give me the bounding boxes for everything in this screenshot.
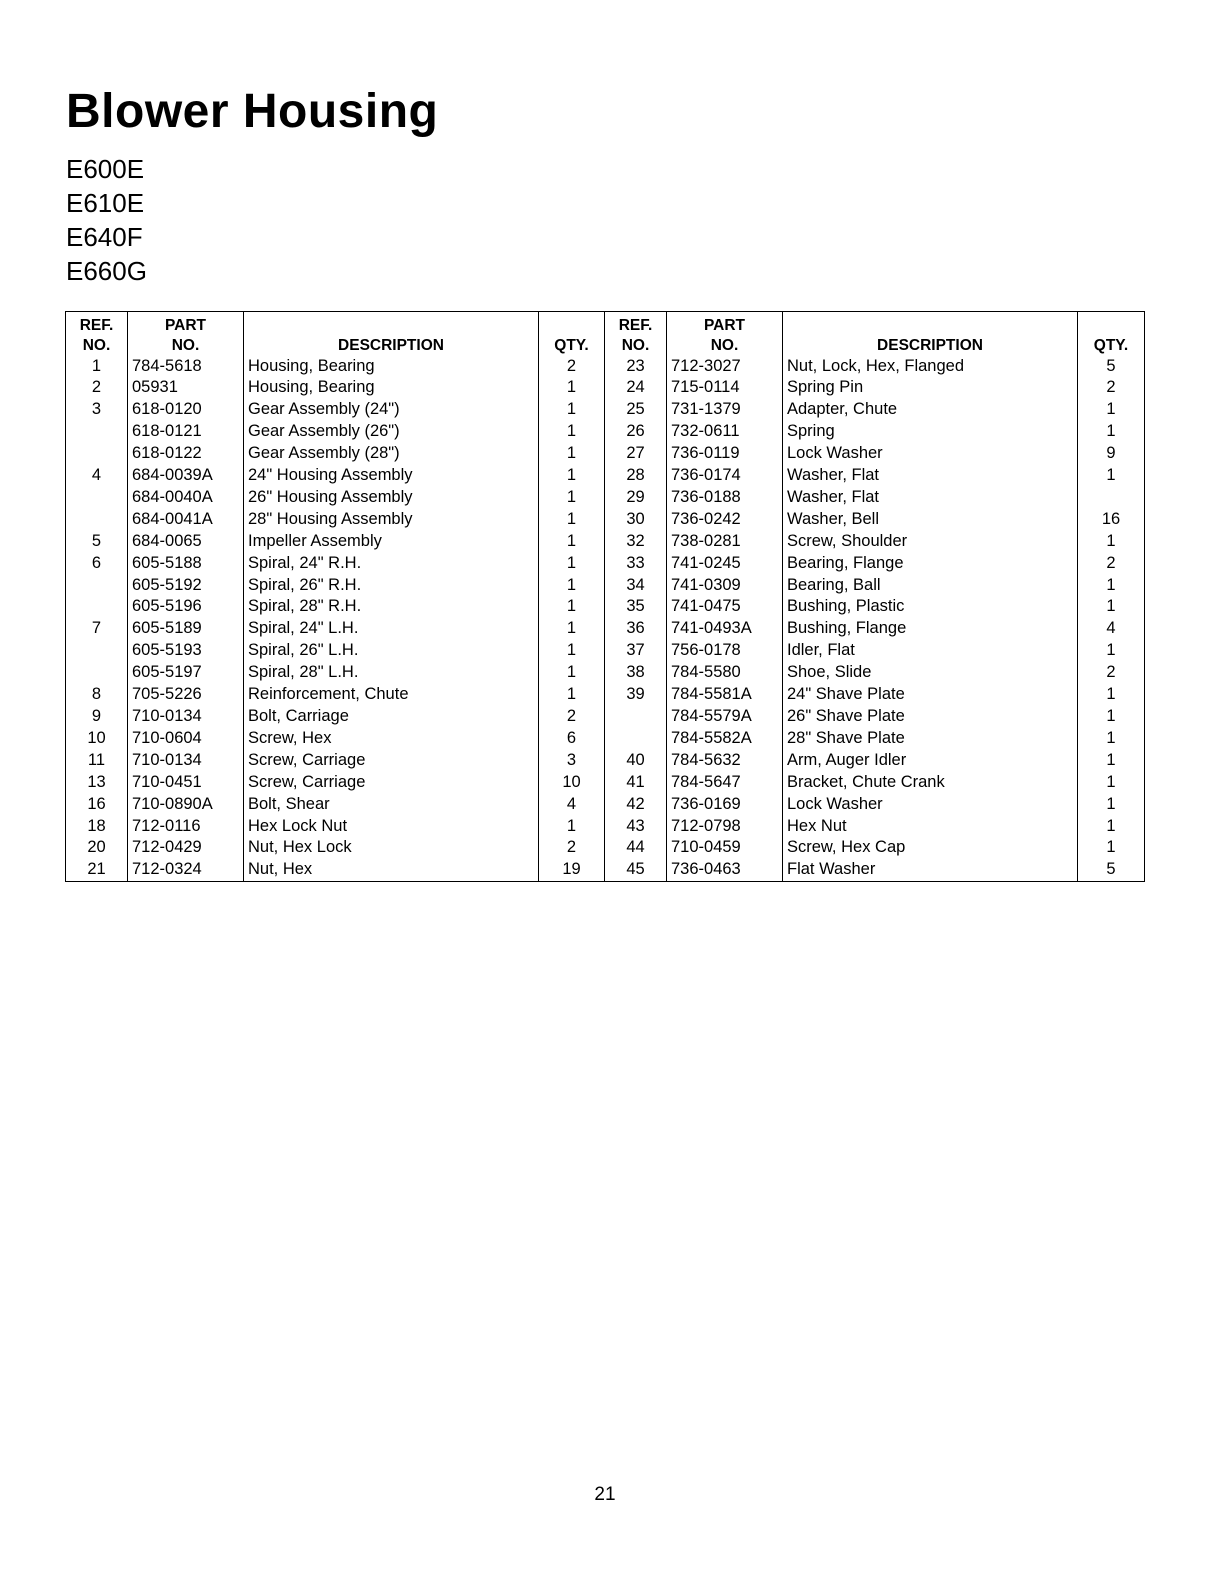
- description-cell: Washer, Flat: [783, 487, 1078, 509]
- qty-cell: 19: [539, 859, 605, 881]
- part-no-cell: 756-0178: [667, 640, 783, 662]
- ref-no-cell: 18: [87, 816, 106, 835]
- qty-cell: 1: [539, 553, 605, 575]
- qty-cell: 1: [539, 618, 605, 640]
- part-no-cell: 784-5647: [667, 772, 783, 794]
- qty-cell: 1: [1078, 465, 1145, 487]
- header-part-no: PART NO.: [667, 312, 783, 356]
- part-no-cell: 605-5196: [128, 596, 244, 618]
- qty-cell: 1: [1078, 399, 1145, 421]
- part-no-cell: 710-0459: [667, 837, 783, 859]
- qty-cell: 1: [1078, 531, 1145, 553]
- table-row: [66, 596, 1145, 618]
- ref-no-cell: [66, 640, 128, 662]
- description-cell: Washer, Flat: [783, 465, 1078, 487]
- ref-no-cell: 28: [605, 465, 667, 487]
- part-no-cell: 710-0134: [128, 750, 244, 772]
- ref-no-cell: 33: [605, 553, 667, 575]
- ref-no-cell: 5: [91, 531, 102, 550]
- model-number: E610E: [66, 188, 145, 218]
- part-no-cell: 712-0798: [667, 816, 783, 838]
- table-row: [66, 728, 1145, 750]
- qty-cell: 1: [1078, 596, 1145, 618]
- ref-no-cell: 32: [605, 531, 667, 553]
- part-no-cell: 741-0245: [667, 553, 783, 575]
- description-cell: Gear Assembly (28"): [244, 443, 539, 465]
- part-no-cell: 784-5632: [667, 750, 783, 772]
- ref-no-cell: [66, 509, 128, 531]
- table-row: [66, 684, 1145, 706]
- part-no-cell: 738-0281: [667, 531, 783, 553]
- table-row: [66, 640, 1145, 662]
- table-row: [66, 531, 1145, 553]
- ref-no-cell: 36: [605, 618, 667, 640]
- ref-no-cell: 25: [605, 399, 667, 421]
- description-cell: Shoe, Slide: [783, 662, 1078, 684]
- header-ref-no: REF. NO.: [79, 316, 114, 354]
- qty-cell: [1078, 487, 1145, 509]
- ref-no-cell: [66, 443, 128, 465]
- qty-cell: 1: [539, 575, 605, 597]
- qty-cell: 1: [539, 596, 605, 618]
- table-row: [66, 465, 1145, 487]
- ref-no-cell: 43: [605, 816, 667, 838]
- description-cell: Impeller Assembly: [244, 531, 539, 553]
- part-no-cell: 618-0121: [128, 421, 244, 443]
- part-no-cell: 784-5579A: [667, 706, 783, 728]
- table-row: [66, 509, 1145, 531]
- qty-cell: 4: [539, 794, 605, 816]
- qty-cell: 2: [539, 706, 605, 728]
- description-cell: Screw, Carriage: [244, 772, 539, 794]
- qty-cell: 1: [539, 640, 605, 662]
- header-qty: QTY.: [539, 312, 605, 356]
- qty-cell: 5: [1078, 356, 1145, 378]
- part-no-cell: 710-0451: [128, 772, 244, 794]
- table-row: [66, 443, 1145, 465]
- description-cell: 24" Housing Assembly: [244, 465, 539, 487]
- qty-cell: 1: [1078, 706, 1145, 728]
- model-number: E660G: [66, 256, 147, 286]
- description-cell: Adapter, Chute: [783, 399, 1078, 421]
- qty-cell: 1: [539, 509, 605, 531]
- description-cell: Spiral, 28" R.H.: [244, 596, 539, 618]
- qty-cell: 1: [539, 487, 605, 509]
- qty-cell: 6: [539, 728, 605, 750]
- ref-no-cell: [605, 728, 667, 750]
- part-no-cell: 605-5188: [128, 553, 244, 575]
- qty-cell: 1: [539, 465, 605, 487]
- table-row: [66, 816, 1145, 838]
- ref-no-cell: 7: [91, 619, 102, 638]
- part-no-cell: 741-0493A: [667, 618, 783, 640]
- description-cell: Screw, Hex: [244, 728, 539, 750]
- ref-no-cell: 41: [605, 772, 667, 794]
- ref-no-cell: 45: [605, 859, 667, 881]
- qty-cell: 16: [1078, 509, 1145, 531]
- qty-cell: 2: [539, 356, 605, 378]
- qty-cell: 1: [1078, 684, 1145, 706]
- description-cell: Spring Pin: [783, 377, 1078, 399]
- description-cell: Housing, Bearing: [244, 377, 539, 399]
- description-cell: Spring: [783, 421, 1078, 443]
- qty-cell: 2: [1078, 662, 1145, 684]
- part-no-cell: 784-5618: [128, 356, 244, 378]
- table-row: [66, 356, 1145, 378]
- part-no-cell: 731-1379: [667, 399, 783, 421]
- part-no-cell: 605-5197: [128, 662, 244, 684]
- qty-cell: 1: [1078, 750, 1145, 772]
- part-no-cell: 736-0174: [667, 465, 783, 487]
- description-cell: Reinforcement, Chute: [244, 684, 539, 706]
- ref-no-cell: 21: [87, 860, 106, 879]
- table-row: [66, 750, 1145, 772]
- part-no-cell: 736-0463: [667, 859, 783, 881]
- header-qty: QTY.: [1078, 312, 1145, 356]
- part-no-cell: 712-0324: [128, 859, 244, 881]
- part-no-cell: 736-0242: [667, 509, 783, 531]
- qty-cell: 1: [1078, 816, 1145, 838]
- part-no-cell: 684-0040A: [128, 487, 244, 509]
- description-cell: Housing, Bearing: [244, 356, 539, 378]
- description-cell: 24" Shave Plate: [783, 684, 1078, 706]
- ref-no-cell: 30: [605, 509, 667, 531]
- description-cell: Nut, Hex: [244, 859, 539, 881]
- part-no-cell: 618-0120: [128, 399, 244, 421]
- ref-no-cell: 11: [87, 750, 106, 769]
- description-cell: Bearing, Flange: [783, 553, 1078, 575]
- description-cell: Screw, Shoulder: [783, 531, 1078, 553]
- qty-cell: 2: [539, 837, 605, 859]
- description-cell: Hex Nut: [783, 816, 1078, 838]
- ref-no-cell: 26: [605, 421, 667, 443]
- table-row: [66, 377, 1145, 399]
- part-no-cell: 710-0890A: [128, 794, 244, 816]
- ref-no-cell: 39: [605, 684, 667, 706]
- page-title: Blower Housing: [66, 85, 439, 138]
- ref-no-cell: [66, 596, 128, 618]
- table-row: [66, 794, 1145, 816]
- qty-cell: 1: [1078, 837, 1145, 859]
- description-cell: Bearing, Ball: [783, 575, 1078, 597]
- part-no-cell: 741-0309: [667, 575, 783, 597]
- table-row: [66, 421, 1145, 443]
- qty-cell: 3: [539, 750, 605, 772]
- header-part-no: PART NO.: [128, 312, 244, 356]
- part-no-cell: 05931: [128, 377, 244, 399]
- part-no-cell: 784-5581A: [667, 684, 783, 706]
- ref-no-cell: 37: [605, 640, 667, 662]
- description-cell: Spiral, 24" L.H.: [244, 618, 539, 640]
- qty-cell: 1: [539, 421, 605, 443]
- ref-no-cell: 2: [91, 378, 102, 397]
- model-number: E600E: [66, 154, 145, 184]
- part-no-cell: 715-0114: [667, 377, 783, 399]
- ref-no-cell: 16: [87, 794, 106, 813]
- part-no-cell: 605-5193: [128, 640, 244, 662]
- part-no-cell: 736-0188: [667, 487, 783, 509]
- page-number: 21: [594, 1484, 616, 1505]
- ref-no-cell: 9: [91, 707, 102, 725]
- part-no-cell: 784-5582A: [667, 728, 783, 750]
- description-cell: Hex Lock Nut: [244, 816, 539, 838]
- ref-no-cell: 6: [91, 553, 102, 572]
- description-cell: Bolt, Carriage: [244, 706, 539, 728]
- description-cell: Washer, Bell: [783, 509, 1078, 531]
- qty-cell: 2: [1078, 377, 1145, 399]
- header-description: DESCRIPTION: [783, 312, 1078, 356]
- part-no-cell: 705-5226: [128, 684, 244, 706]
- qty-cell: 5: [1078, 859, 1145, 881]
- part-no-cell: 741-0475: [667, 596, 783, 618]
- table-row: [66, 487, 1145, 509]
- ref-no-cell: 27: [605, 443, 667, 465]
- qty-cell: 1: [539, 662, 605, 684]
- part-no-cell: 684-0041A: [128, 509, 244, 531]
- part-no-cell: 618-0122: [128, 443, 244, 465]
- ref-no-cell: 4: [91, 466, 102, 485]
- table-row: [66, 859, 1145, 881]
- part-no-cell: 712-0429: [128, 837, 244, 859]
- model-list: [66, 152, 147, 288]
- ref-no-cell: 40: [605, 750, 667, 772]
- qty-cell: 9: [1078, 443, 1145, 465]
- qty-cell: 1: [539, 399, 605, 421]
- table-row: [66, 575, 1145, 597]
- table-row: [66, 837, 1145, 859]
- qty-cell: 1: [1078, 728, 1145, 750]
- ref-no-cell: 8: [91, 685, 102, 704]
- table-row: [66, 772, 1145, 794]
- qty-cell: 1: [539, 377, 605, 399]
- qty-cell: 10: [539, 772, 605, 794]
- description-cell: Bushing, Plastic: [783, 596, 1078, 618]
- ref-no-cell: 42: [605, 794, 667, 816]
- ref-no-cell: 13: [87, 772, 106, 791]
- ref-no-cell: 1: [91, 356, 102, 375]
- header-ref-no: REF. NO.: [605, 312, 667, 356]
- ref-no-cell: 20: [87, 838, 106, 857]
- description-cell: Idler, Flat: [783, 640, 1078, 662]
- part-no-cell: 684-0065: [128, 531, 244, 553]
- part-no-cell: 605-5189: [128, 618, 244, 640]
- ref-no-cell: 24: [605, 377, 667, 399]
- part-no-cell: 732-0611: [667, 421, 783, 443]
- part-no-cell: 710-0134: [128, 706, 244, 728]
- description-cell: Screw, Hex Cap: [783, 837, 1078, 859]
- description-cell: Nut, Hex Lock: [244, 837, 539, 859]
- part-no-cell: 736-0169: [667, 794, 783, 816]
- parts-table-header: [66, 312, 1145, 356]
- table-row: [66, 662, 1145, 684]
- ref-no-cell: [66, 421, 128, 443]
- part-no-cell: 712-0116: [128, 816, 244, 838]
- description-cell: Bolt, Shear: [244, 794, 539, 816]
- table-row: [66, 553, 1145, 575]
- description-cell: Flat Washer: [783, 859, 1078, 881]
- qty-cell: 1: [539, 531, 605, 553]
- description-cell: 26" Housing Assembly: [244, 487, 539, 509]
- parts-table-body: [66, 356, 1145, 882]
- description-cell: 26" Shave Plate: [783, 706, 1078, 728]
- description-cell: Spiral, 26" R.H.: [244, 575, 539, 597]
- description-cell: Spiral, 26" L.H.: [244, 640, 539, 662]
- ref-no-cell: 3: [91, 400, 102, 419]
- qty-cell: 4: [1078, 618, 1145, 640]
- qty-cell: 1: [1078, 421, 1145, 443]
- description-cell: Bracket, Chute Crank: [783, 772, 1078, 794]
- ref-no-cell: 34: [605, 575, 667, 597]
- ref-no-cell: 38: [605, 662, 667, 684]
- description-cell: 28" Shave Plate: [783, 728, 1078, 750]
- table-row: [66, 399, 1145, 421]
- qty-cell: 1: [1078, 794, 1145, 816]
- qty-cell: 1: [539, 684, 605, 706]
- table-row: [66, 706, 1145, 728]
- description-cell: Lock Washer: [783, 443, 1078, 465]
- qty-cell: 1: [539, 443, 605, 465]
- description-cell: Gear Assembly (26"): [244, 421, 539, 443]
- qty-cell: 1: [1078, 575, 1145, 597]
- qty-cell: 1: [1078, 640, 1145, 662]
- description-cell: Spiral, 24" R.H.: [244, 553, 539, 575]
- qty-cell: 2: [1078, 553, 1145, 575]
- ref-no-cell: [66, 662, 128, 684]
- ref-no-cell: [605, 706, 667, 728]
- part-no-cell: 736-0119: [667, 443, 783, 465]
- header-description: DESCRIPTION: [244, 312, 539, 356]
- qty-cell: 1: [1078, 772, 1145, 794]
- part-no-cell: 784-5580: [667, 662, 783, 684]
- description-cell: Nut, Lock, Hex, Flanged: [783, 356, 1078, 378]
- description-cell: Lock Washer: [783, 794, 1078, 816]
- ref-no-cell: [66, 575, 128, 597]
- description-cell: Screw, Carriage: [244, 750, 539, 772]
- ref-no-cell: [66, 487, 128, 509]
- ref-no-cell: 23: [605, 356, 667, 378]
- ref-no-cell: 35: [605, 596, 667, 618]
- part-no-cell: 712-3027: [667, 356, 783, 378]
- description-cell: Bushing, Flange: [783, 618, 1078, 640]
- model-number: E640F: [66, 222, 143, 252]
- table-row: [66, 618, 1145, 640]
- description-cell: Gear Assembly (24"): [244, 399, 539, 421]
- description-cell: Arm, Auger Idler: [783, 750, 1078, 772]
- part-no-cell: 684-0039A: [128, 465, 244, 487]
- qty-cell: 1: [539, 816, 605, 838]
- ref-no-cell: 29: [605, 487, 667, 509]
- ref-no-cell: 44: [605, 837, 667, 859]
- description-cell: 28" Housing Assembly: [244, 509, 539, 531]
- description-cell: Spiral, 28" L.H.: [244, 662, 539, 684]
- part-no-cell: 710-0604: [128, 728, 244, 750]
- ref-no-cell: 10: [87, 728, 106, 747]
- part-no-cell: 605-5192: [128, 575, 244, 597]
- parts-table: [65, 311, 1145, 882]
